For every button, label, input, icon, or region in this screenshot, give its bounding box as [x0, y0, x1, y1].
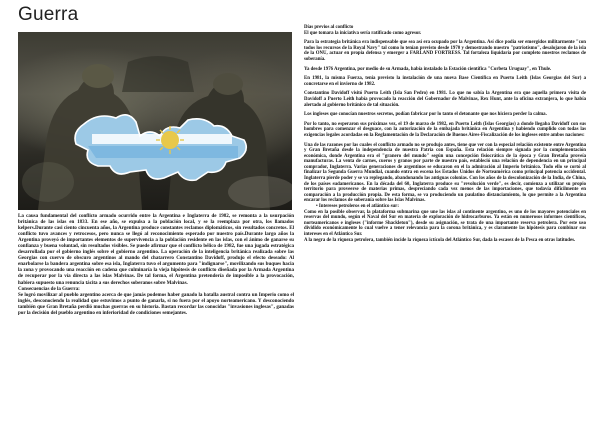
sun-icon [161, 131, 179, 149]
left-paragraph-consecuencias: Se logró movilizar al pueblo argentino acerca de que jamás podemos haber ganado la batalla austral contra un Imperio como el inglés, desconociendo la realidad que estuvimos a punto de ganarla, si no fuera por el apoyo norteamericano. Y desconociendo también que Gran Bretaña perdió muchas guerras en su historia. Bastan recordar las conocidas "invasiones inglesas", ganadas por la decisión del pueblo argentino en inferioridad de condiciones semejantes. [18, 291, 294, 316]
right-paragraph-10: Como en la posible observar, la plataforma submarina que une las islas al continente argentino, es uno de los mayores potenciales en reservas del mundo, según el Naval del Sur en materia de exploración de hidrocarburos. Ya están en numerosos informes científicos, norteamericanos e ingleses ("informe Shackleton"), desde su asignación, se trata de una importante reserva petrolera. Por este uso dividido económicamente lo cual vuelve a tener relevancia para la corona británica, y es claramente las hipótesis para combinar sus intereses en el Atlántico Sur. [304, 209, 586, 237]
right-paragraph-3: Ya desde 1976 Argentina, por medio de su Armada, había instalado la Estación científica "Corbeta Uruguay", en Thule. [304, 66, 552, 72]
right-paragraph-4: En 1981, la misma Fuerza, tenía previsto la instalación de una nueva Base Científica en Puerto Leith (Islas Georgias del Sur) a concretarse en el invierno de 1982. [304, 76, 586, 87]
soldiers-map-illustration [18, 32, 292, 210]
right-paragraph-2: Para la estrategia británica era indispensable que sea así era ocupado por la Argentina. Así dice podía ser emergidos militarmente "con todos los recursos de la Royal Navy" tal como lo tenían previsto desde 1970 y demostrando nuestro "patriotismo", desalojaron de la isla de la ONU, actuar en propia defensa y emerger a FARLAND FORTRESS. Tal fortaleza liquidaría por completo nuestros reclamos de soberanía. [304, 40, 586, 62]
page-title: Guerra [18, 4, 79, 25]
right-article-column [304, 25, 586, 247]
right-paragraph-8: Una de las razones por las cuales el conflicto armado no se produjo antes, tiene que ver con la especial relación existente entre Argentina y Gran Bretaña desde la independencia de nuestra Patria con España. Esta relación siempre signada por la complementación económica, donde Argentina era el "granero del mundo" según una concepción fisiocrática de la época y Gran Bretaña proveía manufacturas. La venta de carnes, cueros y granos por parte de nuestro país, estableció una relación de dependencia en un principal comprador, Inglaterra. Varias generaciones de argentinos se educaron en el la admiración al Imperio británico. Todo ello se cortó al finalizar la Segunda Guerra Mundial, cuando entra en escena los Estados Unidos de Norteamérica como principal potencia occidental. Inglaterra pierde poder y se va replegando, abandonando las antiguas colonias. Con los años de la descolonización de la India, de China, de los países sudamericanos. En la década del 60, Inglaterra produce su "revolución verde", es decir, comienza a utilizar su propio territorio para proveerse de materias primas, despreciando cada vez menos de las importaciones, que todavía difícilmente en comparación a la producción propia. De esta forma, se va produciendo un paulatino distanciamiento, lo que permite a la Argentina encarar los reclamos de soberanía sobre las Islas Malvinas. [304, 142, 586, 204]
right-paragraph-1: El que tomara la iniciativa sería ratificado como agresor. [304, 30, 422, 36]
hero-image [18, 32, 292, 210]
left-heading-consecuencias: Consecuencias de la Guerra: [18, 285, 80, 292]
left-article-column [18, 213, 294, 316]
right-heading-dias-previos: Días previos al conflicto [304, 25, 354, 30]
right-paragraph-11: A la negra de la riqueza petrolera, también incide la riqueza ictícola del Atlántico Sur, dada la escasez de la Pesca en otras latitudes. [304, 237, 576, 243]
right-bullet-heading-petroleo: • Intereses petroleros en el atlántico sur: [316, 204, 399, 210]
left-paragraph-causa: La causa fundamental del conflicto armado ocurrido entre la Argentina e Inglaterra de 1982, se remonta a la usurpación británica de las islas en 1833. En ese año, se expulsa a la población local, y se la reemplaza por otra, los llamados kelpers.Durante casi ciento cincuenta años, la Argentina produce constantes reclamos diplomáticos, sin resultados concretos. El conflicto tuvo avances y retrocesos, pero nunca se llegó al reconocimiento esperado por nuestro país.Durante largo años la Argentina proveyó de importantes elementos de supervivencia a la población residente en las islas, con el ánimo de ganarse su confianza y buena voluntad, sin resultados visibles. Se puede afirmar que el conflicto bélico de 1982, fue una jugada estratégica desarrollada por el gobierno inglés sobre el gobierno argentino. La operación de la inteligencia británica realizada sobre las Georgias con cuervo de obscuro argentinos al mando del chatarrero Constantino Davidoff, produjo el efecto deseado: Al enarbolarse la bandera argentina sobre esa isla, Inglaterra tuvo el argumento para "indignarse", movilizando sus buques hacia la zona y provocando una reacción en cadena que culminaría la vieja hipótesis de conflicto diseñada por la Armada Argentina de recuperar por la vía directa a las islas Malvinas. De tal forma, el Argentina pretendería de imposible a la provocación, habiera supuesto una renuncia tácita a sus derechos soberanos sobre Malvinas. [18, 213, 294, 286]
right-paragraph-5: Constantino Davidoff visitó Puerto Leith (Isla San Pedro) en 1981. Lo que no sabía la Argentina era que aquella primera visita de Davidoff a Puerto Leith había provocado la reacción del Gobernador de Malvinas, Rex Hunt, ante la oficina extranjera, lo que había alertado al gobierno británico de tal situación. [304, 91, 586, 108]
right-paragraph-6: Los ingleses que conocían nuestros secretos, podían fabricar por lo tanto el detonante que nos hiciera perder la calma. [304, 112, 547, 118]
right-paragraph-7: Por lo tanto, no esperaron sus próximas vez, el 19 de marzo de 1982, en Puerto Leith (Islas Georgias) a donde llegaba Davidoff con sus hombres para comenzar el desguace, con la autorización de la embajada británica en Argentina y habiendo cumplido con todas las exigencias legales acordadas en la Reglamentación de la Declaración de Buenos Aires-Fiscalización de los ingleses entre ambos naciones: [304, 121, 586, 138]
